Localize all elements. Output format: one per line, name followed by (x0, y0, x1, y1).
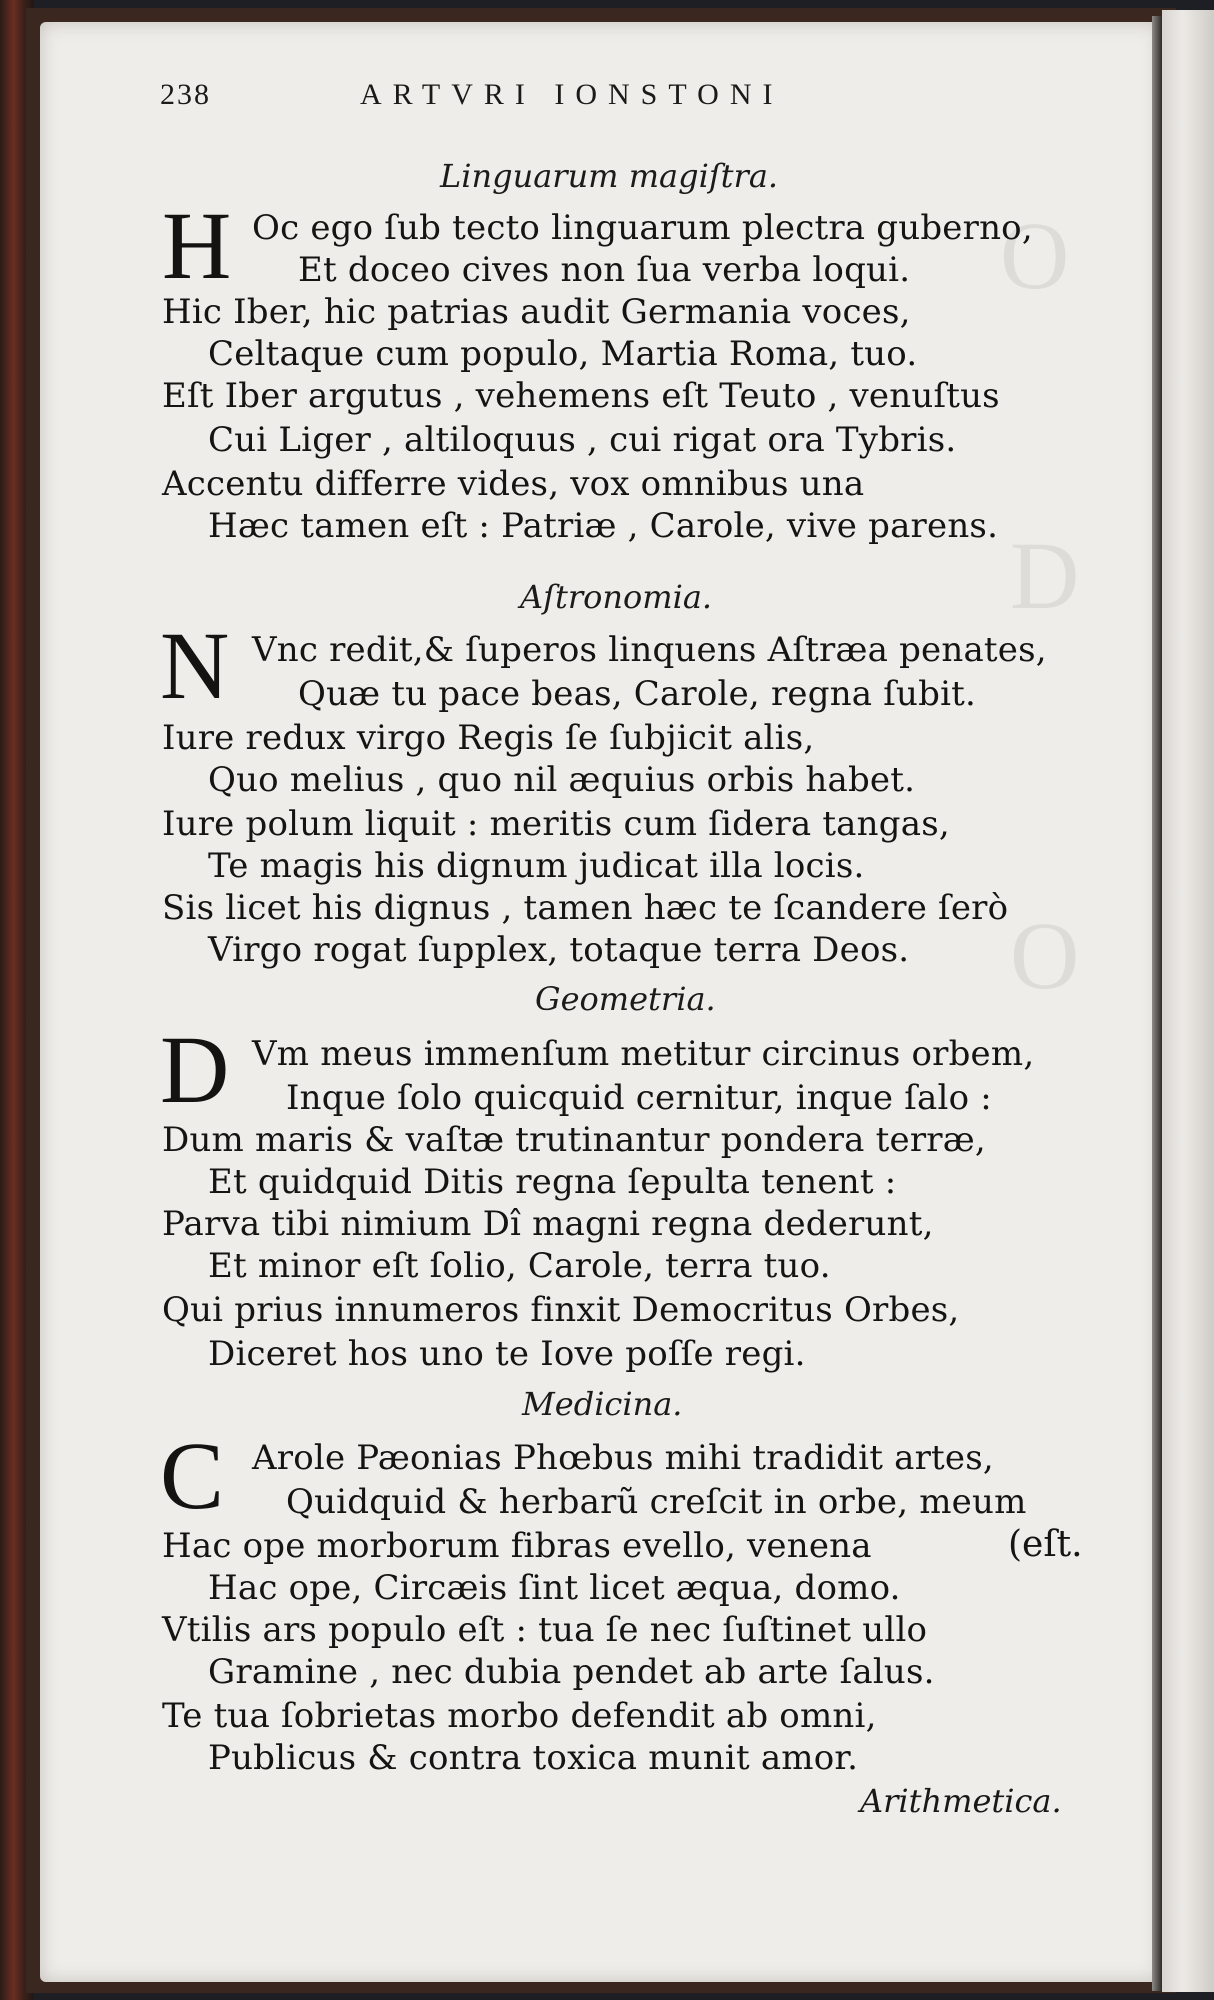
verse-line: Eſt Iber argutus , vehemens eſt Teuto , venuſtus (162, 376, 1000, 416)
verse-line: Qui prius innumeros finxit Democritus Orbes, (162, 1290, 960, 1330)
section-heading: Medicina. (522, 1385, 683, 1423)
section-heading: Geometria. (535, 980, 716, 1018)
verse-line: Iure polum liquit : meritis cum ſidera tangas, (162, 804, 950, 844)
show-through-letter: O (1000, 202, 1070, 309)
verse-line: Virgo rogat ſupplex, totaque terra Deos. (208, 930, 910, 970)
verse-line: Oc ego ſub tecto linguarum plectra guberno, (252, 208, 1033, 248)
verse-line: Dum maris & vaſtæ trutinantur pondera terræ, (162, 1120, 986, 1160)
turnover-fragment: (eſt. (1008, 1524, 1083, 1565)
drop-cap: D (160, 1016, 230, 1123)
verse-line: Cui Liger , altiloquus , cui rigat ora Tybris. (208, 420, 957, 460)
verse-line: Celtaque cum populo, Martia Roma, tuo. (208, 334, 918, 374)
verse-line: Et doceo cives non ſua verba loqui. (298, 250, 911, 290)
verse-line: Publicus & contra toxica munit amor. (208, 1738, 859, 1778)
facing-page-edge (1162, 10, 1214, 1992)
drop-cap: N (160, 612, 230, 719)
verse-line: Hac ope morborum fibras evello, venena (162, 1526, 872, 1566)
running-title: ARTVRI IONSTONI (360, 78, 784, 111)
verse-line: Iure redux virgo Regis ſe ſubjicit alis, (162, 718, 815, 758)
verse-line: Et minor eſt ſolio, Carole, terra tuo. (208, 1246, 831, 1286)
verse-line: Quidquid & herbarũ creſcit in orbe, meum (286, 1482, 1027, 1522)
verse-line: Accentu differre vides, vox omnibus una (162, 464, 865, 504)
verse-line: Sis licet his dignus , tamen hæc te ſcandere ſerò (162, 888, 1009, 928)
show-through-letter: O (1010, 902, 1080, 1009)
verse-line: Te magis his dignum judicat illa locis. (208, 846, 865, 886)
catchword: Arithmetica. (860, 1782, 1062, 1820)
drop-cap: H (162, 192, 232, 299)
verse-line: Hæc tamen eſt : Patriæ , Carole, vive parens. (208, 506, 999, 546)
verse-line: Quæ tu pace beas, Carole, regna ſubit. (298, 674, 977, 714)
show-through-letter: D (1010, 522, 1080, 629)
verse-line: Hac ope, Circæis ſint licet æqua, domo. (208, 1568, 901, 1608)
page-header (160, 78, 1060, 118)
verse-line: Diceret hos uno te Iove poſſe regi. (208, 1334, 806, 1374)
verse-line: Vnc redit,& ſuperos linquens Aſtræa penates, (252, 630, 1047, 670)
verse-line: Vm meus immenſum metitur circinus orbem, (252, 1034, 1035, 1074)
verse-line: Et quidquid Ditis regna ſepulta tenent : (208, 1162, 897, 1202)
verse-line: Arole Pæonias Phœbus mihi tradidit artes, (252, 1438, 994, 1478)
verse-line: Te tua ſobrietas morbo defendit ab omni, (162, 1696, 877, 1736)
verse-line: Gramine , nec dubia pendet ab arte ſalus. (208, 1652, 935, 1692)
page-gutter (1152, 16, 1162, 1991)
verse-line: Parva tibi nimium Dî magni regna dederunt, (162, 1204, 934, 1244)
verse-line: Quo melius , quo nil æquius orbis habet. (208, 760, 916, 800)
drop-cap: C (160, 1422, 225, 1529)
section-heading: Linguarum magiſtra. (440, 157, 779, 195)
verse-line: Inque ſolo quicquid cernitur, inque ſalo : (286, 1078, 992, 1118)
verse-line: Vtilis ars populo eſt : tua ſe nec ſuſtinet ullo (162, 1610, 928, 1650)
verse-line: Hic Iber, hic patrias audit Germania voces, (162, 292, 911, 332)
section-heading: Aſtronomia. (520, 578, 713, 616)
page-number: 238 (160, 78, 211, 111)
